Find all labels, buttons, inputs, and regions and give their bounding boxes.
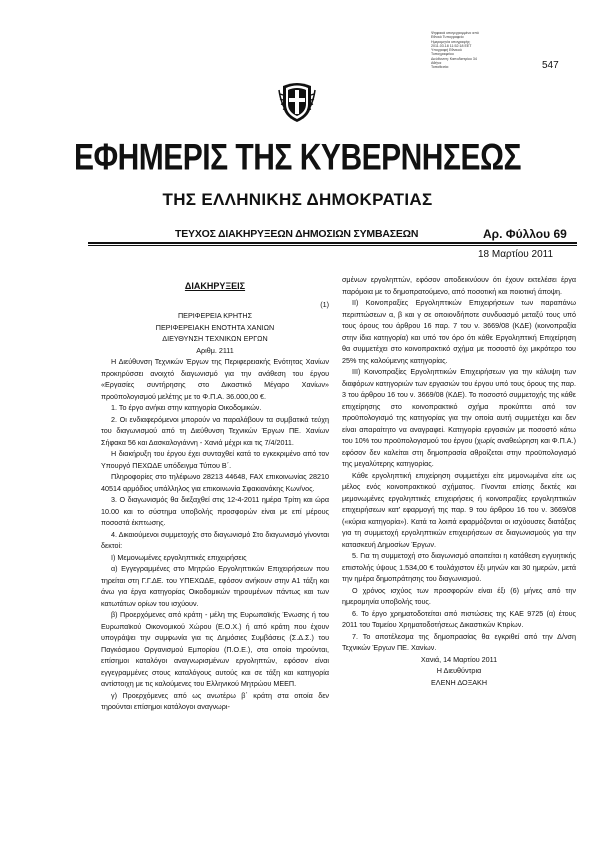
header-rule xyxy=(88,242,577,244)
reference-number: Αριθμ. 2111 xyxy=(196,345,234,355)
paragraph: 5. Για τη συμμετοχή στο διαγωνισμό απαιτείται η κατάθεση εγγυητικής επιστολής ύψους 1.534,00 € τουλάχιστον έξι μηνών και 30 ημερών, μετά την ημέρα δημοπράτησης του διαγωνισμού. xyxy=(342,551,576,583)
signer-name: ΕΛΕΝΗ ΔΟΞΑΚΗ xyxy=(430,677,488,687)
stamp-line: Ημερομηνία υπογραφής: xyxy=(431,39,471,44)
section-title: ΔΙΑΚΗΡΥΞΕΙΣ xyxy=(184,281,246,291)
paragraph: α) Εγγεγραμμένες στο Μητρώο Εργοληπτικών Επιχειρήσεων που τηρείται στη Γ.Γ.ΔΕ. του ΥΠΕΧΩΔΕ, εφόσον ανήκουν στην Α1 τάξη και άνω για έργα κατηγορίας Οικοδομικών τηρουμένων πάντως και των κατωτάτων ορίων του ισχύουν. xyxy=(101,564,329,608)
issue-type: ΤΕΥΧΟΣ ΔΙΑΚΗΡΥΞΕΩΝ ΔΗΜΟΣΙΩΝ ΣΥΜΒΑΣΕΩΝ xyxy=(175,228,419,240)
stamp-line: Τυπογραφείου xyxy=(431,52,454,57)
paragraph: Κάθε εργοληπτική επιχείρηση συμμετέχει είτε μεμονωμένα είτε ως μέλος ενός κοινοπρακτικού σχήματος. Γίνονται επίσης δεκτές και μεμονωμένες εργοληπτικές επιχειρήσεις ή κοινοπραξίες εργοληπτικών επιχειρήσεων κατ' εφαρμογή της παρ. 9 του άρθρου 16 του ν. 3669/08 («κύρια κατηγορία»). Κατά τα λοιπά εφαρμόζονται οι ισχύουσες διατάξεις για τη συμμετοχή εργοληπτικών επιχειρήσεων σε διαγωνισμούς για την κατασκευή Δημοσίων Έργων. xyxy=(342,470,576,549)
coat-of-arms-icon xyxy=(277,76,317,124)
page-number: 547 xyxy=(542,60,559,71)
gazette-title: ΕΦΗΜΕΡΙΣ ΤΗΣ ΚΥΒΕΡΝΗΣΕΩΣ xyxy=(73,137,522,179)
paragraph: I) Μεμονωμένες εργοληπτικές επιχειρήσεις xyxy=(111,552,247,562)
stamp-line: Ψηφιακά υπογεγραμμένο από xyxy=(431,31,479,35)
stamp-line: 2011.03.18 11:52:18 EET xyxy=(431,43,472,48)
stamp-line: Τοποθεσία: xyxy=(431,65,449,70)
sheet-number: Αρ. Φύλλου 69 xyxy=(483,227,567,241)
paragraph: Ο χρόνος ισχύος των προσφορών είναι έξι (6) μήνες από την ημερομηνία υποβολής τους. xyxy=(342,585,576,606)
paragraph: II) Κοινοπραξίες Εργοληπτικών Επιχειρήσεων των παραπάνω περιπτώσεων α, β και γ σε οποιονδήποτε συνδυασμό μεταξύ τους υπό τους όρους του άρθρου 16 παρ. 7 του ν. 3669/08 (ΚΔΕ) (κοινοπραξία στην ίδια κατηγορία) και υπό τον όρο ότι κάθε Εργοληπτική Επιχείρηση θα συμμετέχει στο κοινοπρακτικό σχήμα με ποσοστό όχι μικρότερο του 25% της καλούμενης κατηγορίας. xyxy=(342,298,576,365)
paragraph: 2. Οι ενδιαφερόμενοι μπορούν να παραλάβουν τα συμβατικά τεύχη του διαγωνισμού από τη Διεύθυνση Τεχνικών Έργων ΠΕ. Χανίων Σήφακα 56 και Δασκαλογιάννη - Χανιά μέχρι και τις 7/4/2011. xyxy=(101,414,329,447)
stamp-line: Αθήνα xyxy=(431,61,442,66)
item-number: (1) xyxy=(320,299,329,309)
paragraph: 1. Το έργο ανήκει στην κατηγορία Οικοδομικών. xyxy=(111,403,262,412)
place-date: Χανιά, 14 Μαρτίου 2011 xyxy=(420,654,498,664)
left-column xyxy=(101,274,329,713)
digital-signature-stamp xyxy=(431,31,503,70)
paragraph: 7. Το αποτέλεσμα της δημοπρασίας θα εγκριθεί από την Δ/νση Τεχνικών Έργων ΠΕ. Χανίων. xyxy=(342,631,576,652)
stamp-line: Διεύθυνση: Καποδιστρίου 34 xyxy=(431,56,477,61)
signer-title: Η Διευθύντρια xyxy=(436,666,482,675)
org-name: ΠΕΡΙΦΕΡΕΙΑ ΚΡΗΤΗΣ xyxy=(177,311,253,320)
org-name: ΠΕΡΙΦΕΡΕΙΑΚΗ ΕΝΟΤΗΤΑ ΧΑΝΙΩΝ xyxy=(155,322,275,332)
org-name: ΔΙΕΥΘΥΝΣΗ ΤΕΧΝΙΚΩΝ ΕΡΓΩΝ xyxy=(162,334,268,343)
paragraph: σμένων εργοληπτών, εφόσον αποδεικνύουν ότι έχουν εκτελέσει έργα παρόμοια με το δημοπρατούμενο, από ποσοτική και ποιοτική άποψη. xyxy=(342,275,576,296)
paragraph: 3. Ο διαγωνισμός θα διεξαχθεί στις 12-4-2011 ημέρα Τρίτη και ώρα 10.00 και το σύστημα υποβολής προσφορών είναι με επί μέρους ποσοστά έκπτωσης. xyxy=(101,495,329,527)
paragraph: β) Προερχόμενες από κράτη - μέλη της Ευρωπαϊκής Ένωσης ή του Ευρωπαϊκού Οικονομικού Χώρου (Ε.Ο.Χ.) ή από κράτη που έχουν υπογράψει την συμφωνία για τις Δημόσιες Συμβάσεις (Σ.Δ.Σ.) του Παγκόσμιου Οργανισμού Εμπορίου (Π.Ο.Ε.), στα οποία τηρούνται, επίσημοι καταλόγοι αναγνωρισμένων εργοληπτών, εφόσον είναι εγγεγραμμένες στους καταλόγους αυτούς και σε τάξη και κατηγορία αντίστοιχη με τις καλούμενες του Ελληνικού Μητρώου ΜΕΕΠ. xyxy=(101,610,329,688)
header-rule xyxy=(88,245,577,246)
issue-date: 18 Μαρτίου 2011 xyxy=(478,249,554,260)
stamp-line: Υπογραφή Εθνικού xyxy=(431,48,462,53)
paragraph: 4. Δικαιούμενοι συμμετοχής στο διαγωνισμό Στο διαγωνισμό γίνονται δεκτοί: xyxy=(101,529,329,550)
stamp-line: Εθνικό Τυπογραφείο xyxy=(431,35,464,40)
paragraph: III) Κοινοπραξίες Εργοληπτικών Επιχειρήσεων για την κάλυψη των διαφόρων κατηγοριών των εργασιών του έργου υπό τους όρους της παρ. 3 του άρθρου 16 του ν. 3669/08 (ΚΔΕ). Το ποσοστό συμμετοχής της κάθε επιχείρησης στο κοινοπρακτικό σχήμα προκύπτει από τον προϋπολογισμό της κατηγορίας για την οποία αυτή συμμετέχει και δεν είναι απαραίτητο να αναγραφεί. Κατηγορία εργασιών με ποσοστό κάτω του 10% του προϋπολογισμού του έργου (χωρίς αναθεώρηση και Φ.Π.Α.) εφόσον δεν καλείται στη δημοπρασία αθροίζεται στην προϋπολογισμό της μεγαλύτερης κατηγορίας. xyxy=(342,367,576,468)
paragraph: Η διακήρυξη του έργου έχει συνταχθεί κατά το εγκεκριμένο από τον Υπουργό ΠΕΧΩΔΕ υπόδειγμα Τύπου Β΄. xyxy=(101,449,329,470)
paragraph: Πληροφορίες στο τηλέφωνο 28213 44648, FAX επικοινωνίας 28210 40514 αρμόδιος υπάλληλος για επικοινωνία Σφακιανάκης Κων/νος. xyxy=(101,472,329,493)
paragraph: γ) Προερχόμενες από ως ανωτέρω β΄ κράτη στα οποία δεν τηρούνται επίσημοι κατάλογοι αναγνωρι- xyxy=(101,690,329,711)
paragraph: 6. Το έργο χρηματοδοτείται από πιστώσεις της ΚΑΕ 9725 (α) έτους 2011 του Ταμείου Χρηματοδοτήσεως Δικαστικών Κτιρίων. xyxy=(342,608,576,629)
right-column xyxy=(342,274,576,688)
gazette-subtitle: ΤΗΣ ΕΛΛΗΝΙΚΗΣ ΔΗΜΟΚΡΑΤΙΑΣ xyxy=(162,190,433,209)
paragraph: Η Διεύθυνση Τεχνικών Έργων της Περιφερειακής Ενότητας Χανίων προκηρύσσει ανοιχτό διαγωνισμό για την ανάθεση του έργου «Εργασίες συντήρησης στο Δικαστικό Μέγαρο Χανίων» προϋπολογισμού μελέτης με το Φ.Π.Α. 36.000,00 €. xyxy=(101,357,329,401)
